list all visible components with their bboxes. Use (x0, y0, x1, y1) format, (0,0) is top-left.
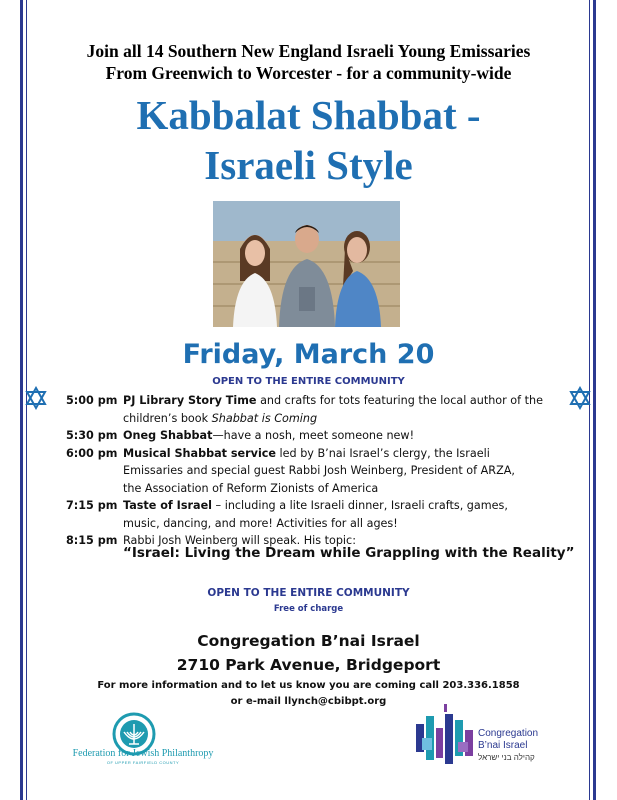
schedule-description: – including a lite Israeli dinner, Israeli crafts, games, (212, 499, 508, 512)
title-line-1: Kabbalat Shabbat - (136, 92, 481, 138)
schedule-description: the Association of Reform Zionists of America (123, 481, 379, 495)
schedule-description: led by B’nai Israel’s clergy, the Israeli (276, 446, 490, 460)
schedule-time: 8:15 pm (66, 534, 118, 547)
right-border-rule (593, 0, 596, 800)
schedule-activity: Taste of Israel (123, 499, 212, 512)
schedule-activity: Oneg Shabbat (123, 429, 213, 442)
left-border-rule (20, 0, 23, 800)
open-to-community-label: OPEN TO THE ENTIRE COMMUNITY (212, 376, 405, 387)
contact-phone-line: For more information and to let us know you are coming call 203.336.1858 (97, 680, 520, 691)
schedule-description: music, dancing, and more! Activities for all ages! (123, 516, 398, 530)
congregation-logo-line-2: B’nai Israel (478, 740, 528, 751)
event-date: Friday, March 20 (182, 339, 435, 370)
schedule-description: —have a nosh, meet someone new! (212, 429, 415, 442)
free-of-charge-label: Free of charge (273, 604, 344, 614)
schedule-time: 5:30 pm (66, 429, 118, 442)
schedule-item (66, 445, 556, 498)
schedule-description: Rabbi Josh Weinberg will speak. His topic: (123, 534, 356, 547)
intro-text (40, 40, 577, 84)
schedule-activity: Musical Shabbat service (123, 446, 276, 460)
talk-topic: “Israel: Living the Dream while Grappling with the Reality” (123, 545, 575, 561)
schedule-description: children’s book (123, 411, 212, 425)
intro-line-1: Join all 14 Southern New England Israeli Young Emissaries (86, 41, 531, 61)
star-of-david-icon (568, 386, 592, 410)
schedule-time: 7:15 pm (66, 499, 118, 512)
title-line-2: Israeli Style (204, 142, 413, 188)
event-schedule (66, 392, 556, 550)
contact-email-line: or e-mail llynch@cbibpt.org (230, 696, 387, 707)
book-title: Shabbat is Coming (211, 411, 318, 425)
star-of-david-icon (24, 386, 48, 410)
venue-address: 2710 Park Avenue, Bridgeport (176, 656, 441, 674)
venue (40, 629, 577, 677)
congregation-logo-icon (414, 702, 478, 768)
congregation-logo-text (478, 728, 588, 764)
federation-name: Federation for Jewish Philanthropy (72, 748, 214, 759)
schedule-item (66, 392, 556, 427)
schedule-time: 5:00 pm (66, 394, 118, 407)
open-to-community-label: OPEN TO THE ENTIRE COMMUNITY (207, 587, 410, 599)
intro-line-2: From Greenwich to Worcester - for a community-wide (105, 63, 512, 83)
schedule-description: Emissaries and special guest Rabbi Josh Weinberg, President of ARZA, (123, 464, 515, 477)
congregation-logo-line-1: Congregation (478, 728, 539, 739)
schedule-time: 6:00 pm (66, 446, 118, 460)
emissaries-photo (213, 201, 400, 327)
schedule-item (66, 497, 556, 532)
schedule-activity: PJ Library Story Time (123, 394, 257, 407)
congregation-logo-hebrew: קהילה בני ישראל (478, 753, 535, 762)
schedule-item (66, 427, 556, 445)
event-title (30, 90, 587, 190)
schedule-description: and crafts for tots featuring the local author of the (256, 394, 544, 407)
venue-name: Congregation B’nai Israel (197, 632, 420, 650)
federation-subtitle: OF UPPER FAIRFIELD COUNTY (106, 760, 180, 765)
